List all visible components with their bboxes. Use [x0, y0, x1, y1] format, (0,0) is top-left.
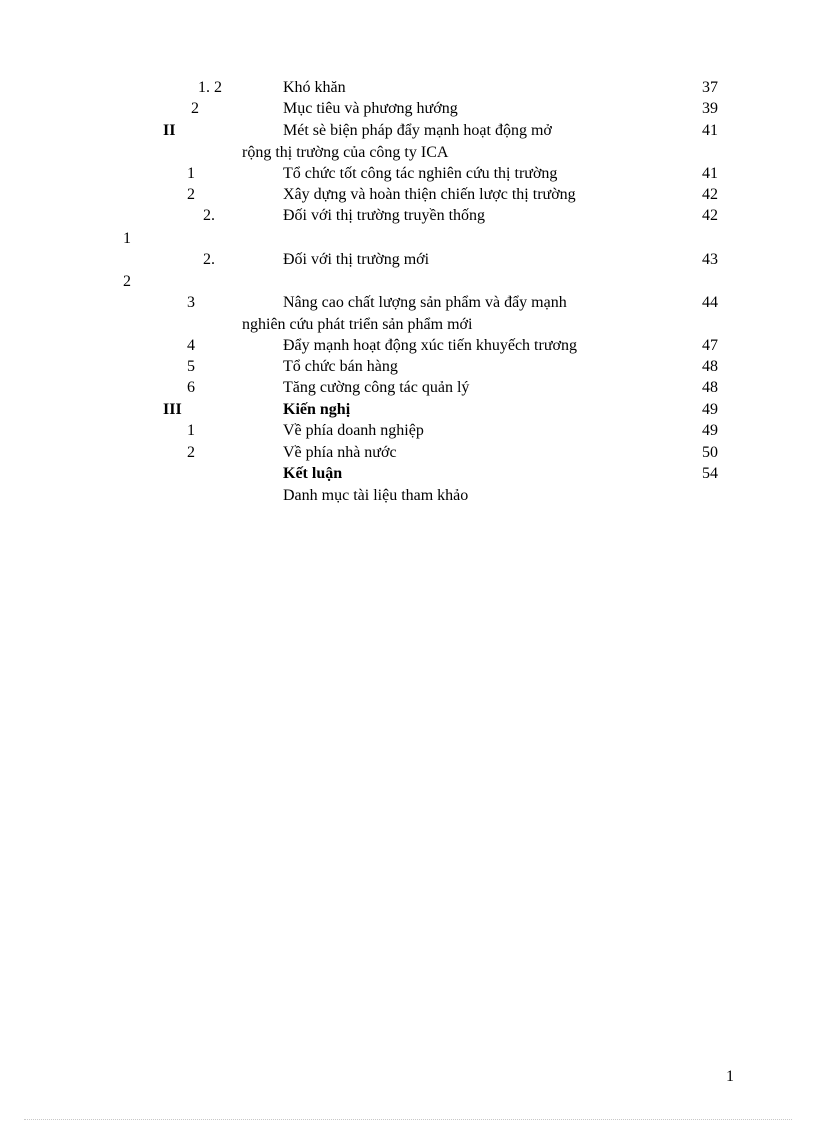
- toc-page: 44: [702, 294, 718, 311]
- toc-page: 41: [702, 122, 718, 139]
- toc-title: Mét sè biện pháp đẩy mạnh hoạt động mở: [283, 122, 552, 139]
- toc-page: 37: [702, 79, 718, 96]
- toc-marker: 2.: [203, 251, 215, 268]
- toc-page: 49: [702, 422, 718, 439]
- toc-title: Về phía nhà nước: [283, 444, 397, 461]
- toc-page: 42: [702, 186, 718, 203]
- toc-page: 48: [702, 358, 718, 375]
- toc-section-marker: II: [163, 122, 176, 139]
- toc-page: 49: [702, 401, 718, 418]
- toc-marker: 1: [187, 165, 195, 182]
- toc-title: Đối với thị trường truyền thống: [283, 207, 486, 224]
- toc-section-marker: III: [163, 401, 182, 418]
- toc-marker: 2: [191, 100, 199, 117]
- toc-page: 47: [702, 337, 718, 354]
- toc-title-continuation: rộng thị trường của công ty ICA: [242, 144, 449, 161]
- toc-marker: 2.: [203, 207, 215, 224]
- toc-section-title: Kiến nghị: [283, 401, 351, 418]
- toc-page: 42: [702, 207, 718, 224]
- toc-marker: 4: [187, 337, 195, 354]
- toc-page: 50: [702, 444, 718, 461]
- toc-marker: 5: [187, 358, 195, 375]
- toc-marker-wrap: 2: [123, 273, 131, 290]
- toc-title: Mục tiêu và phương hướng: [283, 100, 458, 117]
- toc-page: 54: [702, 465, 718, 482]
- toc-page: 43: [702, 251, 718, 268]
- page-border-dotted: [24, 1119, 792, 1120]
- toc-title: Danh mục tài liệu tham khảo: [283, 487, 469, 504]
- page-number: 1: [726, 1068, 734, 1085]
- toc-title: Đối với thị trường mới: [283, 251, 430, 268]
- toc-title: Xây dựng và hoàn thiện chiến lược thị trường: [283, 186, 576, 203]
- toc-marker: 6: [187, 379, 195, 396]
- toc-title-continuation: nghiên cứu phát triển sản phẩm mới: [242, 316, 473, 333]
- toc-title: Khó khăn: [283, 79, 346, 96]
- toc-title: Về phía doanh nghiệp: [283, 422, 424, 439]
- toc-page: 48: [702, 379, 718, 396]
- toc-title: Tăng cường công tác quản lý: [283, 379, 470, 396]
- toc-marker: 1. 2: [198, 79, 222, 96]
- toc-title: Tổ chức bán hàng: [283, 358, 398, 375]
- toc-marker: 3: [187, 294, 195, 311]
- toc-marker: 2: [187, 444, 195, 461]
- toc-title: Nâng cao chất lượng sản phẩm và đẩy mạnh: [283, 294, 567, 311]
- toc-section-title: Kết luận: [283, 465, 343, 482]
- toc-marker: 2: [187, 186, 195, 203]
- toc-page: 41: [702, 165, 718, 182]
- toc-marker: 1: [187, 422, 195, 439]
- toc-title: Đẩy mạnh hoạt động xúc tiến khuyếch trương: [283, 337, 577, 354]
- toc-title: Tổ chức tốt công tác nghiên cứu thị trường: [283, 165, 558, 182]
- toc-page: 39: [702, 100, 718, 117]
- toc-marker-wrap: 1: [123, 230, 131, 247]
